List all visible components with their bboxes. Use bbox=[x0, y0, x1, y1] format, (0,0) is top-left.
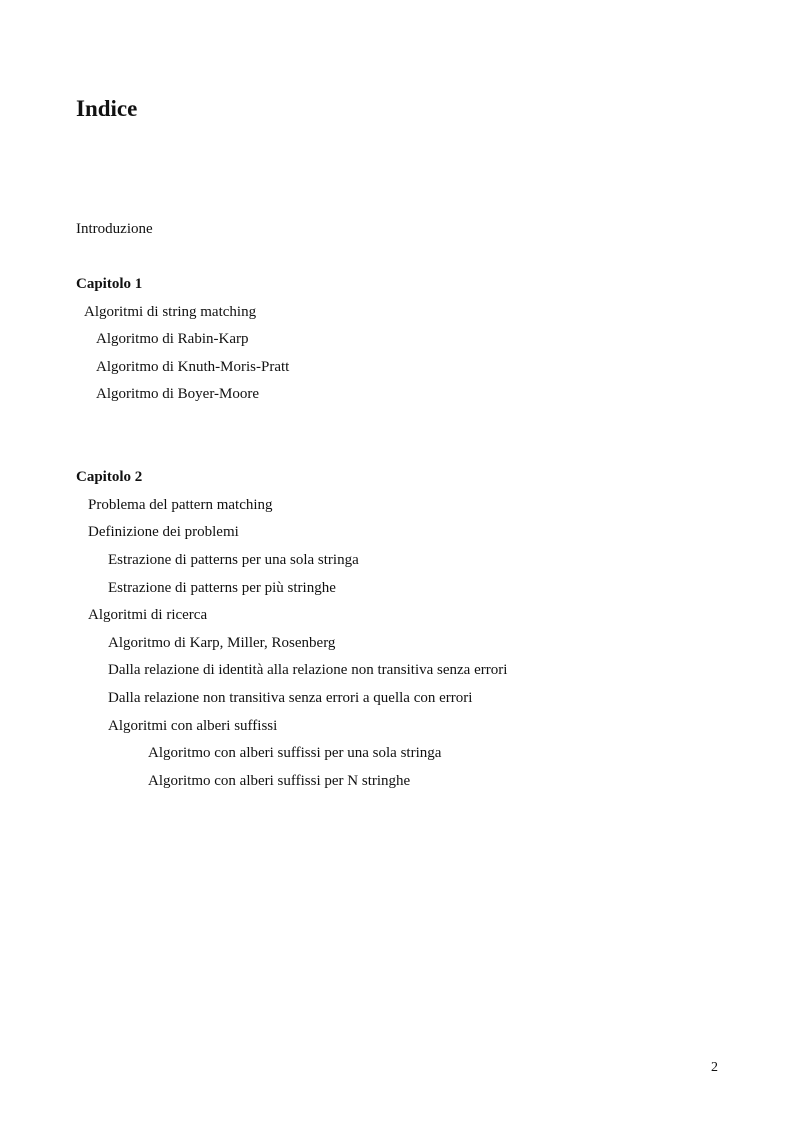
toc-chapter-2-heading: Capitolo 2 bbox=[76, 469, 143, 485]
toc-boyer-moore: Algoritmo di Boyer-Moore bbox=[96, 386, 260, 402]
toc-multiple-string-extraction: Estrazione di patterns per più stringhe bbox=[108, 580, 336, 596]
toc-rabin-karp: Algoritmo di Rabin-Karp bbox=[96, 331, 249, 347]
toc-chapter-1-section: Algoritmi di string matching bbox=[84, 304, 257, 320]
toc-knuth-moris-pratt: Algoritmo di Knuth-Moris-Pratt bbox=[96, 359, 290, 375]
toc-search-algorithms: Algoritmi di ricerca bbox=[88, 607, 208, 623]
toc-chapter-1-heading: Capitolo 1 bbox=[76, 276, 143, 292]
toc-nontransitive-to-errors: Dalla relazione non transitiva senza errori a quella con errori bbox=[108, 690, 473, 706]
toc-suffix-tree-algorithms: Algoritmi con alberi suffissi bbox=[108, 718, 278, 734]
toc-suffix-tree-n-strings: Algoritmo con alberi suffissi per N stringhe bbox=[148, 773, 411, 789]
toc-karp-miller-rosenberg: Algoritmo di Karp, Miller, Rosenberg bbox=[108, 635, 336, 651]
page-title: Indice bbox=[76, 96, 138, 121]
toc-single-string-extraction: Estrazione di patterns per una sola stringa bbox=[108, 552, 359, 568]
toc-suffix-tree-single-string: Algoritmo con alberi suffissi per una sola stringa bbox=[148, 745, 442, 761]
toc-problem-definition: Definizione dei problemi bbox=[88, 524, 239, 540]
toc-identity-to-nontransitive: Dalla relazione di identità alla relazione non transitiva senza errori bbox=[108, 662, 508, 678]
page-number: 2 bbox=[711, 1060, 718, 1075]
toc-pattern-matching-problem: Problema del pattern matching bbox=[88, 497, 273, 513]
toc-introduction: Introduzione bbox=[76, 221, 153, 237]
